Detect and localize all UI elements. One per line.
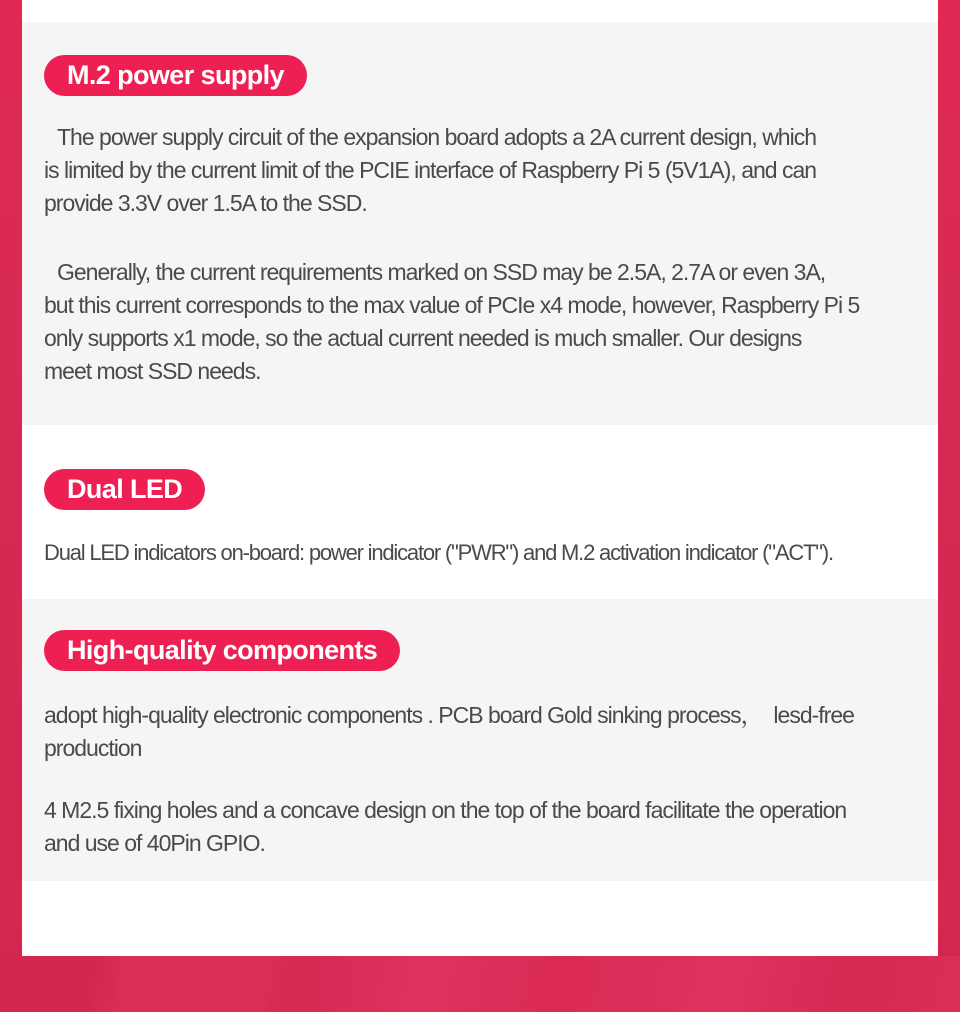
paragraph-current-requirements xyxy=(44,256,920,388)
paragraph-line: adopt high-quality electronic components . PCB board Gold sinking process， lesd-free xyxy=(44,702,854,728)
section-badge-m2-power-supply: M.2 power supply xyxy=(44,55,307,96)
paragraph-fixing-holes xyxy=(44,794,920,860)
section-high-quality-components xyxy=(22,599,938,881)
paragraph-line: meet most SSD needs. xyxy=(44,358,261,384)
paragraph-line: Dual LED indicators on-board: power indicator ("PWR") and M.2 activation indicator ("ACT"). xyxy=(44,540,833,565)
paragraph-line: is limited by the current limit of the PCIE interface of Raspberry Pi 5 (5V1A), and can xyxy=(44,157,817,183)
paragraph-line: but this current corresponds to the max value of PCIe x4 mode, however, Raspberry Pi 5 xyxy=(44,292,860,318)
paragraph-components-quality xyxy=(44,699,920,765)
paragraph-power-design xyxy=(44,121,920,220)
section-badge-dual-led: Dual LED xyxy=(44,469,205,510)
section-m2-power-supply xyxy=(22,22,938,425)
right-frame-strip xyxy=(938,0,960,1012)
left-frame-strip xyxy=(0,0,22,1012)
paragraph-line: provide 3.3V over 1.5A to the SSD. xyxy=(44,190,367,216)
paragraph-line: 4 M2.5 fixing holes and a concave design on the top of the board facilitate the operation xyxy=(44,797,847,823)
section-badge-high-quality-components: High-quality components xyxy=(44,630,400,671)
paragraph-line: Generally, the current requirements marked on SSD may be 2.5A, 2.7A or even 3A, xyxy=(57,259,826,285)
paragraph-line: and use of 40Pin GPIO. xyxy=(44,830,265,856)
paragraph-line: production xyxy=(44,735,142,761)
paragraph-line: The power supply circuit of the expansion board adopts a 2A current design, which xyxy=(57,124,816,150)
paragraph-line: only supports x1 mode, so the actual current needed is much smaller. Our designs xyxy=(44,325,802,351)
section-dual-led xyxy=(22,425,938,599)
footer-pink-band xyxy=(0,956,960,1012)
paragraph-led-indicators xyxy=(44,536,920,569)
